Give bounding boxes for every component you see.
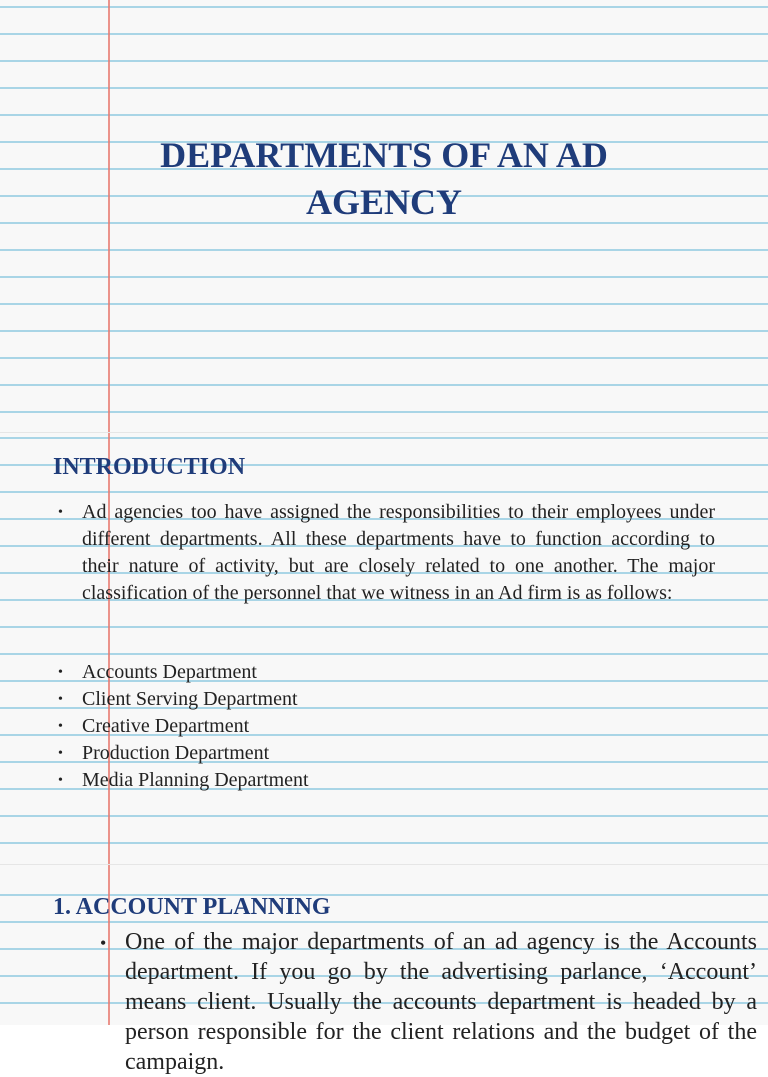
introduction-slide: [0, 432, 768, 865]
list-item: [58, 767, 658, 794]
title-line-2: AGENCY: [305, 182, 462, 222]
introduction-heading: INTRODUCTION: [53, 454, 246, 480]
account-planning-slide: [0, 864, 768, 1075]
bullet-icon: •: [58, 692, 63, 707]
account-planning-paragraph: One of the major departments of an ad agency is the Accounts department. If you go by the advertising parlance, ‘Account’ means client. Usually the accounts department is headed by a person responsible for the client relations and the budget of the campaign.: [125, 929, 757, 1075]
title-line-1: DEPARTMENTS OF AN AD: [160, 135, 608, 175]
department-name: Creative Department: [82, 715, 250, 737]
list-item: [100, 927, 757, 1077]
introduction-list: [58, 499, 715, 607]
title-slide: [0, 0, 768, 432]
list-item: [58, 740, 658, 767]
department-name: Client Serving Department: [82, 688, 298, 710]
bullet-icon: •: [100, 933, 107, 953]
list-item: [58, 499, 715, 607]
bullet-icon: •: [58, 665, 63, 680]
bullet-icon: •: [58, 505, 63, 520]
bullet-icon: •: [58, 719, 63, 734]
department-list: [58, 659, 658, 794]
bullet-icon: •: [58, 746, 63, 761]
department-name: Media Planning Department: [82, 769, 309, 791]
list-item: [58, 659, 658, 686]
department-name: Accounts Department: [82, 661, 257, 683]
list-item: [58, 686, 658, 713]
account-planning-heading: 1. ACCOUNT PLANNING: [53, 894, 331, 920]
list-item: [58, 713, 658, 740]
account-planning-list: [100, 927, 757, 1077]
introduction-paragraph: Ad agencies too have assigned the responsibilities to their employees under different departments. All these departments have to function according to their nature of activity, but are closely related to one another. The major classification of the personnel that we witness in an Ad firm is as follows:: [82, 501, 715, 604]
page-title: [0, 132, 768, 226]
department-name: Production Department: [82, 742, 270, 764]
bullet-icon: •: [58, 773, 63, 788]
